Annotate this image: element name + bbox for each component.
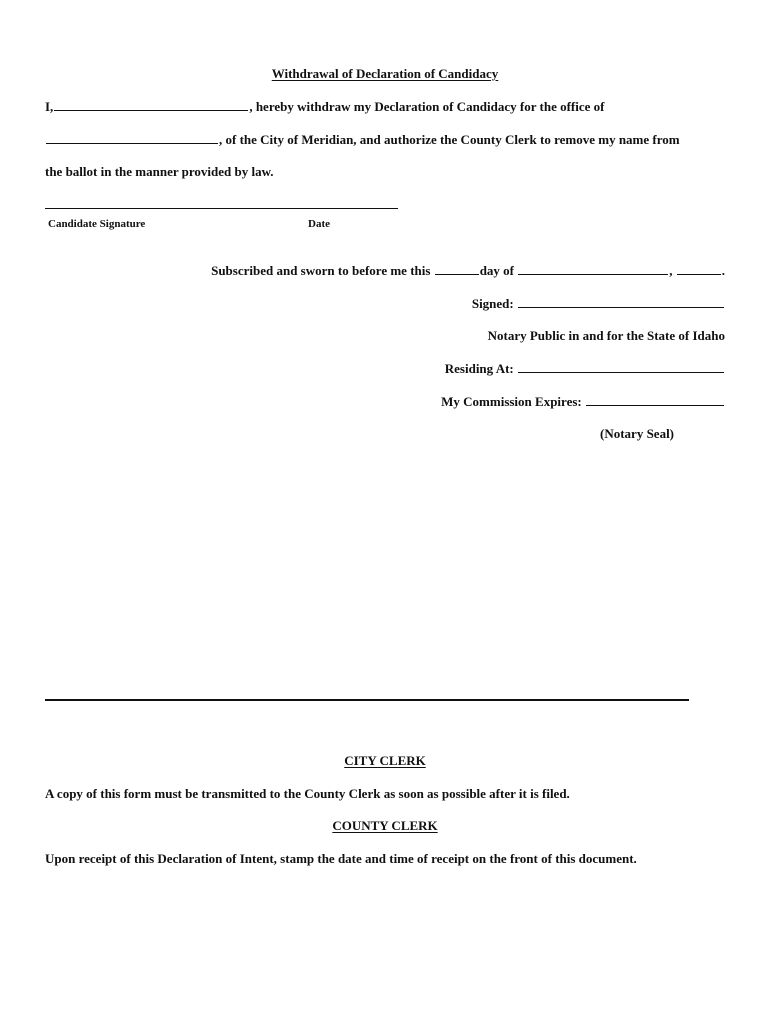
notary-signature-field[interactable] [518, 295, 724, 308]
date-label: Date [308, 218, 330, 230]
day-of-text: day of [479, 263, 514, 278]
declaration-line-2 [45, 131, 680, 148]
sworn-line [211, 262, 725, 279]
residing-line [445, 360, 725, 377]
county-clerk-heading: COUNTY CLERK [332, 818, 438, 833]
period-text: . [721, 263, 725, 278]
commission-line [441, 393, 725, 410]
county-clerk-text: Upon receipt of this Declaration of Intent, stamp the date and time of receipt on the front of this document. [45, 851, 637, 866]
declaration-line-3: the ballot in the manner provided by law. [45, 164, 274, 179]
city-clerk-text: A copy of this form must be transmitted to the County Clerk as soon as possible after it is filed. [45, 786, 570, 801]
sworn-text: Subscribed and sworn to before me this [211, 263, 431, 278]
sworn-month-field[interactable] [518, 262, 668, 275]
commission-label: My Commission Expires: [441, 394, 582, 409]
commission-field[interactable] [586, 393, 724, 406]
line1-prefix: I, [45, 99, 54, 114]
candidate-name-field[interactable] [54, 98, 248, 111]
line2-suffix: , of the City of Meridian, and authorize the County Clerk to remove my name from [219, 132, 680, 147]
office-name-field[interactable] [46, 131, 218, 144]
candidate-signature-line[interactable] [45, 208, 398, 209]
signed-line [472, 295, 725, 312]
notary-seal-text: (Notary Seal) [600, 426, 675, 441]
residing-field[interactable] [518, 360, 724, 373]
city-clerk-heading: CITY CLERK [344, 753, 426, 768]
residing-label: Residing At: [444, 361, 514, 376]
notary-public-text: Notary Public in and for the State of Idaho [487, 328, 725, 343]
page-title: Withdrawal of Declaration of Candidacy [271, 66, 499, 81]
sworn-year-field[interactable] [677, 262, 721, 275]
line1-suffix: , hereby withdraw my Declaration of Candidacy for the office of [249, 99, 605, 114]
declaration-line-1 [45, 98, 604, 115]
signed-label: Signed: [471, 296, 514, 311]
sworn-day-field[interactable] [435, 262, 479, 275]
comma-text: , [669, 263, 673, 278]
section-divider [45, 699, 689, 701]
candidate-signature-label: Candidate Signature [48, 218, 146, 230]
